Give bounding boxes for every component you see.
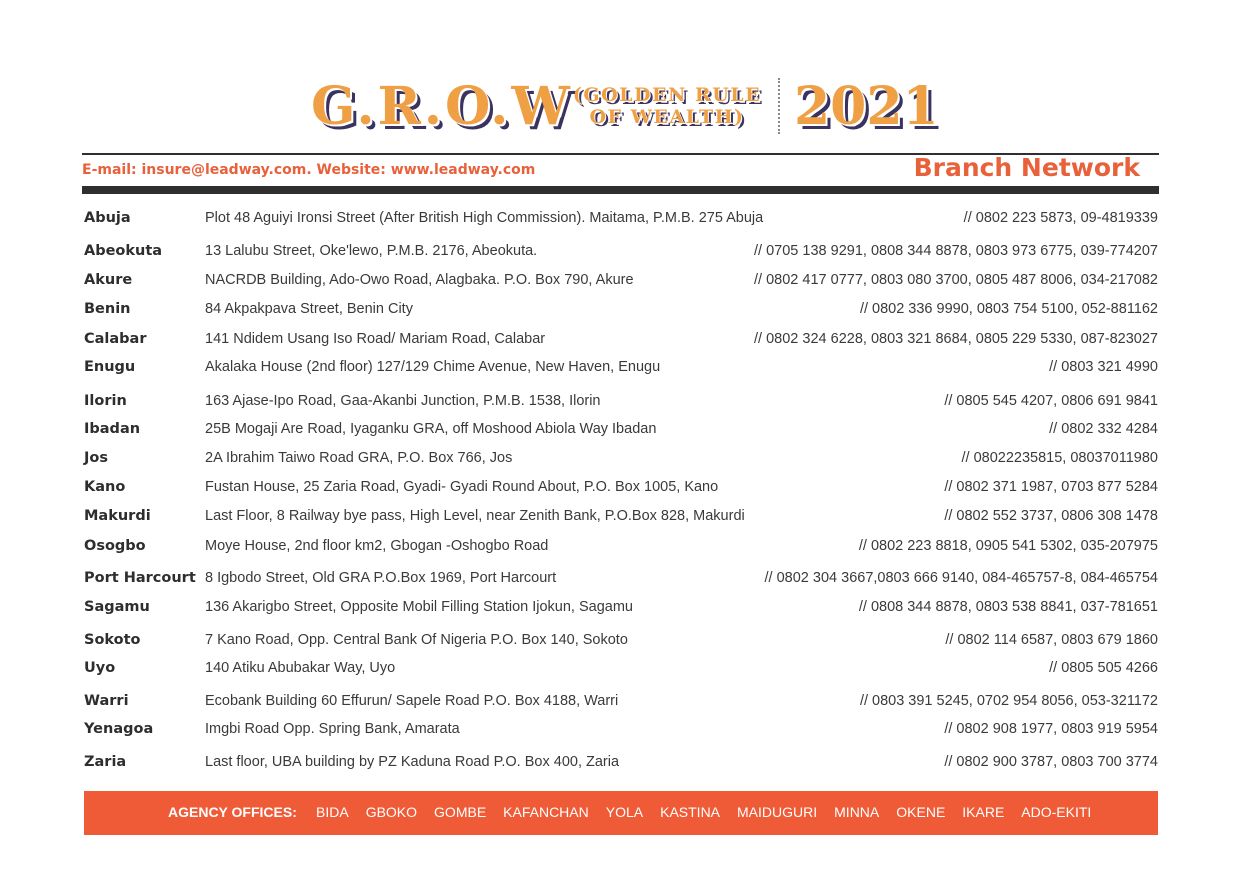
branch-address: Akalaka House (2nd floor) 127/129 Chime Avenue, New Haven, Enugu [205,359,661,375]
branch-phone: // 08022235815, 08037011980 [961,450,1158,466]
golden-rule-line-2: OF WEALTH) [589,106,745,128]
branch-city: Port Harcourt [84,570,196,586]
branch-row [0,359,1250,383]
grow-title: G.R.O.W [311,76,573,137]
branch-city: Makurdi [84,508,151,524]
branch-address: 8 Igbodo Street, Old GRA P.O.Box 1969, Port Harcourt [205,570,557,586]
agency-office: MINNA [834,804,880,820]
branch-row [0,508,1250,532]
branch-address: Imgbi Road Opp. Spring Bank, Amarata [205,721,460,737]
agency-office: GOMBE [434,804,487,820]
branch-address: 163 Ajase-Ipo Road, Gaa-Akanbi Junction, P.M.B. 1538, Ilorin [205,393,601,409]
agency-office: GBOKO [365,804,418,820]
branch-city: Jos [84,450,108,466]
branch-phone: // 0802 900 3787, 0803 700 3774 [944,754,1158,770]
agency-office: ADO-EKITI [1021,804,1092,820]
branch-address: Last floor, UBA building by PZ Kaduna Road P.O. Box 400, Zaria [205,754,620,770]
branch-city: Enugu [84,359,136,375]
branch-phone: // 0802 417 0777, 0803 080 3700, 0805 487 8006, 034-217082 [754,272,1158,288]
branch-phone: // 0803 321 4990 [1049,359,1158,375]
branch-city: Sagamu [84,599,150,615]
branch-row [0,754,1250,778]
branch-city: Abeokuta [84,243,163,259]
branch-phone: // 0705 138 9291, 0808 344 8878, 0803 973 6775, 039-774207 [754,243,1158,259]
section-title: Branch Network [913,153,1140,182]
branch-phone: // 0802 114 6587, 0803 679 1860 [945,632,1158,648]
branch-phone: // 0802 223 5873, 09-4819339 [963,210,1158,226]
branch-city: Osogbo [84,538,146,554]
branch-city: Calabar [84,331,147,347]
branch-address: 140 Atiku Abubakar Way, Uyo [205,660,396,676]
branch-phone: // 0805 545 4207, 0806 691 9841 [944,393,1158,409]
branch-address: 13 Lalubu Street, Oke'lewo, P.M.B. 2176, Abeokuta. [205,243,538,259]
agency-office-list [316,804,1091,820]
branch-address: 84 Akpakpava Street, Benin City [205,301,413,317]
golden-rule-subtitle [572,84,762,128]
agency-office: YOLA [605,804,644,820]
branch-phone: // 0802 223 8818, 0905 541 5302, 035-207975 [858,538,1158,554]
branch-phone: // 0802 908 1977, 0803 919 5954 [944,721,1158,737]
year-title: 2021 [794,76,939,137]
branch-city: Akure [84,272,133,288]
header-divider [778,78,780,134]
branch-row [0,331,1250,355]
branch-city: Benin [84,301,131,317]
branch-phone: // 0802 552 3737, 0806 308 1478 [944,508,1158,524]
branch-row [0,272,1250,296]
branch-row [0,479,1250,503]
contact-line: E-mail: insure@leadway.com. Website: www.leadway.com [82,162,536,178]
branch-city: Uyo [84,660,116,676]
branch-phone: // 0802 371 1987, 0703 877 5284 [944,479,1158,495]
agency-office: KAFANCHAN [503,804,589,820]
branch-city: Ilorin [84,393,127,409]
branch-row [0,301,1250,325]
branch-address: 136 Akarigbo Street, Opposite Mobil Filling Station Ijokun, Sagamu [205,599,633,615]
branch-city: Ibadan [84,421,141,437]
branch-phone: // 0802 332 4284 [1049,421,1158,437]
branch-address: Last Floor, 8 Railway bye pass, High Level, near Zenith Bank, P.O.Box 828, Makurdi [205,508,745,524]
branch-city: Sokoto [84,632,141,648]
branch-row [0,538,1250,562]
branch-phone: // 0802 324 6228, 0803 321 8684, 0805 229 5330, 087-823027 [754,331,1158,347]
branch-city: Kano [84,479,126,495]
golden-rule-line-1: (GOLDEN RULE [572,84,762,106]
branch-city: Zaria [84,754,127,770]
branch-row [0,599,1250,623]
branch-city: Yenagoa [84,721,154,737]
branch-city: Warri [84,693,129,709]
agency-office: MAIDUGURI [737,804,818,820]
branch-address: 141 Ndidem Usang Iso Road/ Mariam Road, Calabar [205,331,546,347]
branch-phone: // 0805 505 4266 [1049,660,1158,676]
branch-row [0,421,1250,445]
agency-office: IKARE [962,804,1005,820]
branch-address: 7 Kano Road, Opp. Central Bank Of Nigeria P.O. Box 140, Sokoto [205,632,628,648]
branch-phone: // 0802 304 3667,0803 666 9140, 084-465757-8, 084-465754 [764,570,1158,586]
branch-address: 2A Ibrahim Taiwo Road GRA, P.O. Box 766, Jos [205,450,513,466]
branch-row [0,210,1250,234]
branch-phone: // 0808 344 8878, 0803 538 8841, 037-781651 [858,599,1158,615]
branch-address: NACRDB Building, Ado-Owo Road, Alagbaka. P.O. Box 790, Akure [205,272,634,288]
page-header [0,74,1250,144]
branch-address: Moye House, 2nd floor km2, Gbogan -Oshogbo Road [205,538,549,554]
bottom-rule [82,186,1159,194]
branch-city: Abuja [84,210,131,226]
agency-office: KASTINA [660,804,721,820]
branch-phone: // 0803 391 5245, 0702 954 8056, 053-321172 [859,693,1158,709]
branch-row [0,632,1250,656]
agency-label: AGENCY OFFICES: [168,804,297,820]
agency-offices-bar [84,791,1158,835]
agency-office: OKENE [896,804,946,820]
branch-address: Plot 48 Aguiyi Ironsi Street (After British High Commission). Maitama, P.M.B. 275 Abuja [205,210,764,226]
branch-address: 25B Mogaji Are Road, Iyaganku GRA, off Moshood Abiola Way Ibadan [205,421,657,437]
branch-row [0,693,1250,717]
branch-address: Fustan House, 25 Zaria Road, Gyadi- Gyadi Round About, P.O. Box 1005, Kano [205,479,719,495]
branch-address: Ecobank Building 60 Effurun/ Sapele Road P.O. Box 4188, Warri [205,693,619,709]
branch-row [0,393,1250,417]
branch-row [0,243,1250,267]
branch-row [0,721,1250,745]
agency-office: BIDA [316,804,349,820]
branch-phone: // 0802 336 9990, 0803 754 5100, 052-881162 [859,301,1158,317]
branch-row [0,450,1250,474]
branch-row [0,660,1250,684]
branch-row [0,570,1250,594]
